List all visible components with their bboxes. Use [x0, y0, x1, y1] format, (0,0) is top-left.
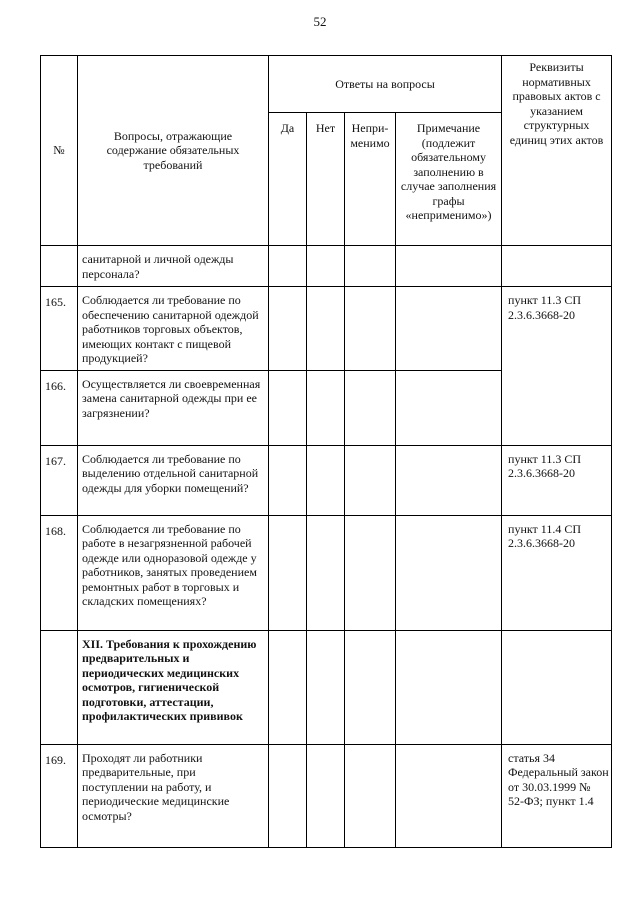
reference-text: статья 34 Федеральный закон от 30.03.1999 № 52-ФЗ; пункт 1.4 — [502, 744, 612, 847]
row-number: 167. — [41, 445, 78, 515]
cell-no[interactable] — [307, 744, 345, 847]
row-number: 168. — [41, 515, 78, 630]
cell-number — [41, 630, 78, 744]
header-note: Примечание (подлежит обязательному заполнению в случае заполнения графы «неприменимо») — [396, 113, 502, 246]
question-text: Проходят ли работники предварительные, при поступлении на работу, и периодические медицинские осмотры? — [78, 744, 269, 847]
row-number: 169. — [41, 744, 78, 847]
table-row — [41, 744, 612, 847]
cell-note[interactable] — [396, 370, 502, 445]
section-heading-row — [41, 630, 612, 744]
header-not-applicable: Непри-менимо — [345, 113, 396, 246]
cell-note[interactable] — [396, 515, 502, 630]
question-text: санитарной и личной одежды персонала? — [78, 246, 269, 287]
header-questions: Вопросы, отражающие содержание обязательных требований — [78, 56, 269, 246]
reference-text: пункт 11.3 СП 2.3.6.3668-20 — [502, 445, 612, 515]
cell-yes[interactable] — [269, 287, 307, 371]
cell-no — [307, 630, 345, 744]
cell-yes[interactable] — [269, 744, 307, 847]
reference-text: пункт 11.4 СП 2.3.6.3668-20 — [502, 515, 612, 630]
cell-not-applicable[interactable] — [345, 445, 396, 515]
reference-text: пункт 11.3 СП 2.3.6.3668-20 — [502, 287, 612, 446]
cell-yes[interactable] — [269, 445, 307, 515]
cell-not-applicable — [345, 630, 396, 744]
cell-no[interactable] — [307, 515, 345, 630]
cell-not-applicable[interactable] — [345, 370, 396, 445]
cell-note — [396, 630, 502, 744]
cell-note[interactable] — [396, 445, 502, 515]
header-yes: Да — [269, 113, 307, 246]
cell-note[interactable] — [396, 246, 502, 287]
cell-note[interactable] — [396, 287, 502, 371]
cell-not-applicable[interactable] — [345, 287, 396, 371]
cell-no[interactable] — [307, 445, 345, 515]
cell-no[interactable] — [307, 370, 345, 445]
row-number: 165. — [41, 287, 78, 371]
cell-not-applicable[interactable] — [345, 246, 396, 287]
table-row — [41, 246, 612, 287]
header-answers-group: Ответы на вопросы — [269, 56, 502, 113]
cell-reference — [502, 246, 612, 287]
cell-number — [41, 246, 78, 287]
question-text: Соблюдается ли требование по обеспечению санитарной одеждой работников торговых объектов, имеющих контакт с пищевой продукцией? — [78, 287, 269, 371]
question-text: Осуществляется ли своевременная замена санитарной одежды при ее загрязнении? — [78, 370, 269, 445]
question-text: Соблюдается ли требование по выделению отдельной санитарной одежды для уборки помещений? — [78, 445, 269, 515]
requirements-checklist-table — [40, 55, 612, 848]
cell-no[interactable] — [307, 287, 345, 371]
row-number: 166. — [41, 370, 78, 445]
header-no: Нет — [307, 113, 345, 246]
header-number: № — [41, 56, 78, 246]
header-references: Реквизиты нормативных правовых актов с указанием структурных единиц этих актов — [502, 56, 612, 246]
cell-note[interactable] — [396, 744, 502, 847]
table-row — [41, 287, 612, 371]
cell-yes[interactable] — [269, 515, 307, 630]
question-text: Соблюдается ли требование по работе в незагрязненной рабочей одежде или одноразовой одежде у работников, занятых проведением ремонтных работ в торговых и складских помещениях? — [78, 515, 269, 630]
cell-yes[interactable] — [269, 246, 307, 287]
cell-yes[interactable] — [269, 370, 307, 445]
table-row — [41, 445, 612, 515]
section-title: XII. Требования к прохождению предварительных и периодических медицинских осмотров, гигиенической подготовки, аттестации, профилактических прививок — [78, 630, 269, 744]
cell-not-applicable[interactable] — [345, 744, 396, 847]
page-number: 52 — [313, 14, 327, 29]
cell-yes — [269, 630, 307, 744]
cell-no[interactable] — [307, 246, 345, 287]
table-row — [41, 515, 612, 630]
cell-not-applicable[interactable] — [345, 515, 396, 630]
cell-reference — [502, 630, 612, 744]
